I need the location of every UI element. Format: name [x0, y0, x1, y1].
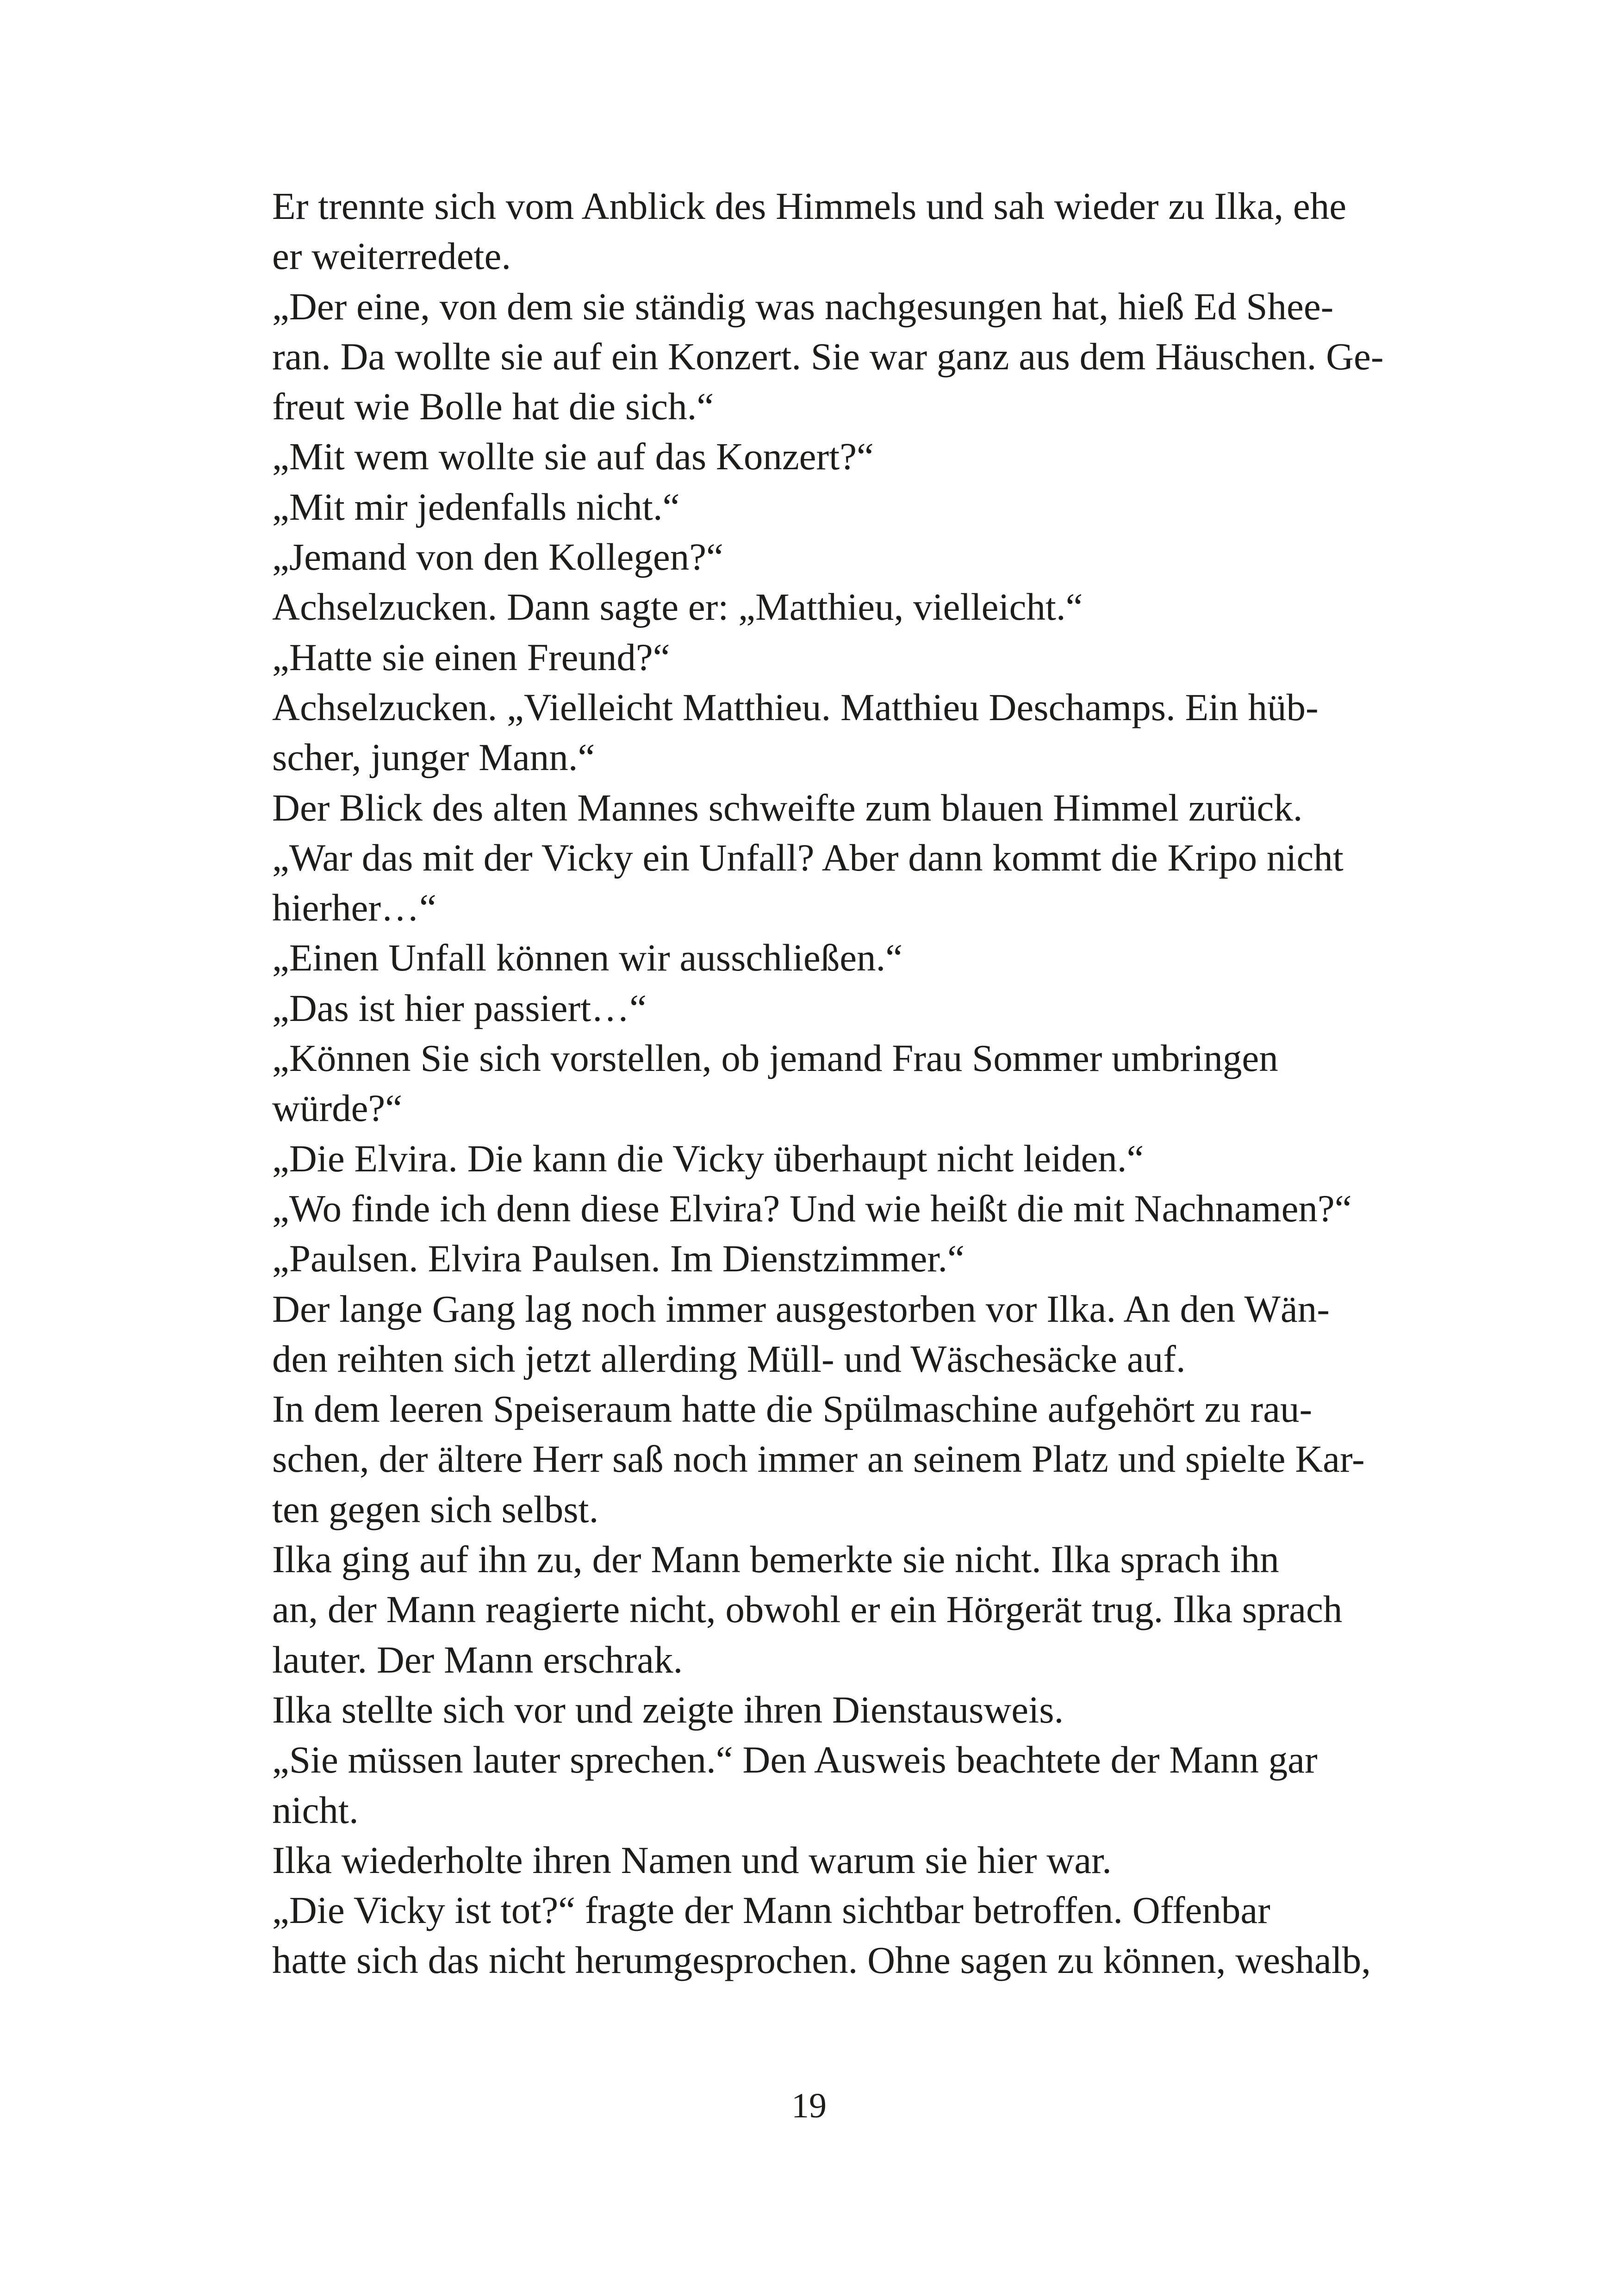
text-line: „Einen Unfall können wir ausschließen.“	[272, 936, 903, 979]
text-line: Ilka wiederholte ihren Namen und warum sie hier war.	[272, 1839, 1112, 1881]
text-line: ran. Da wollte sie auf ein Konzert. Sie war ganz aus dem Häuschen. Ge-	[272, 335, 1384, 378]
text-line: nicht.	[272, 1789, 359, 1831]
text-line: „Mit wem wollte sie auf das Konzert?“	[272, 435, 874, 478]
text-line: „Die Elvira. Die kann die Vicky überhaupt nicht leiden.“	[272, 1137, 1144, 1180]
text-line: „Jemand von den Kollegen?“	[272, 535, 723, 578]
text-line: „Das ist hier passiert…“	[272, 987, 647, 1029]
text-line: lauter. Der Mann erschrak.	[272, 1638, 683, 1681]
text-line: hierher…“	[272, 886, 436, 929]
text-line: Ilka stellte sich vor und zeigte ihren Dienstausweis.	[272, 1688, 1064, 1731]
text-line: Der Blick des alten Mannes schweifte zum blauen Himmel zurück.	[272, 786, 1303, 829]
text-line: ten gegen sich selbst.	[272, 1488, 599, 1531]
text-line: scher, junger Mann.“	[272, 736, 595, 778]
text-line: den reihten sich jetzt allerding Müll- und Wäschesäcke auf.	[272, 1338, 1186, 1380]
text-line: „Mit mir jedenfalls nicht.“	[272, 485, 680, 528]
text-line: würde?“	[272, 1087, 403, 1129]
text-line: freut wie Bolle hat die sich.“	[272, 385, 714, 428]
text-line: an, der Mann reagierte nicht, obwohl er ein Hörgerät trug. Ilka sprach	[272, 1588, 1343, 1630]
text-line: „Hatte sie einen Freund?“	[272, 636, 670, 678]
text-line: „Können Sie sich vorstellen, ob jemand Frau Sommer umbringen	[272, 1037, 1278, 1079]
text-line: Er trennte sich vom Anblick des Himmels und sah wieder zu Ilka, ehe	[272, 185, 1347, 227]
text-line: In dem leeren Speiseraum hatte die Spülmaschine aufgehört zu rau-	[272, 1388, 1313, 1430]
text-line: Achselzucken. Dann sagte er: „Matthieu, vielleicht.“	[272, 585, 1083, 628]
text-line: Der lange Gang lag noch immer ausgestorben vor Ilka. An den Wän-	[272, 1288, 1330, 1330]
page-number: 19	[791, 2086, 827, 2125]
text-line: „Wo finde ich denn diese Elvira? Und wie heißt die mit Nachnamen?“	[272, 1187, 1352, 1230]
text-line: „Sie müssen lauter sprechen.“ Den Ausweis beachtete der Mann gar	[272, 1738, 1318, 1781]
text-line: „Die Vicky ist tot?“ fragte der Mann sichtbar betroffen. Offenbar	[272, 1889, 1270, 1931]
text-line: er weiterredete.	[272, 235, 511, 277]
text-line: Achselzucken. „Vielleicht Matthieu. Matthieu Deschamps. Ein hüb-	[272, 686, 1319, 728]
text-line: hatte sich das nicht herumgesprochen. Ohne sagen zu können, weshalb,	[272, 1939, 1371, 1981]
text-line: „War das mit der Vicky ein Unfall? Aber dann kommt die Kripo nicht	[272, 836, 1344, 879]
text-line: „Der eine, von dem sie ständig was nachgesungen hat, hieß Ed Shee-	[272, 285, 1334, 328]
text-line: „Paulsen. Elvira Paulsen. Im Dienstzimmer.“	[272, 1237, 965, 1280]
text-line: schen, der ältere Herr saß noch immer an seinem Platz und spielte Kar-	[272, 1437, 1365, 1480]
text-line: Ilka ging auf ihn zu, der Mann bemerkte sie nicht. Ilka sprach ihn	[272, 1538, 1279, 1580]
